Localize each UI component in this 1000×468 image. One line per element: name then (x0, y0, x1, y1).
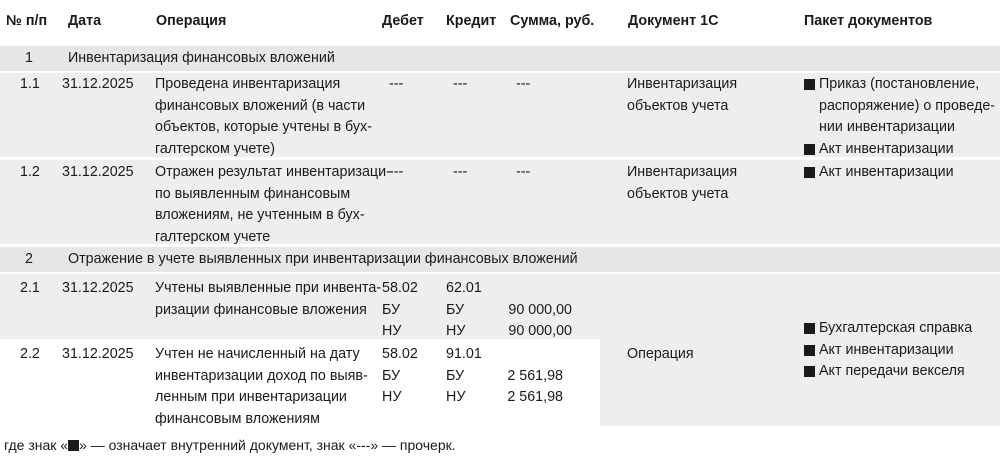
credit-line: 91.01 (446, 346, 482, 362)
debit-line: БУ (382, 367, 401, 384)
operation-line: инвентаризации доход по выяв- (155, 367, 368, 384)
row-debit (382, 344, 418, 409)
package-item (804, 74, 995, 139)
row-sum (494, 300, 572, 343)
row-package (804, 74, 995, 160)
debit-line: БУ (382, 301, 401, 318)
row-package (804, 318, 972, 383)
operation-line: галтерском учете (155, 228, 271, 245)
doc1c-line: объектов учета (627, 185, 729, 202)
internal-document-square-icon (804, 366, 815, 377)
sum-line: 2 561,98 (507, 389, 563, 405)
row-operation (155, 162, 391, 248)
sum-line: 2 561,98 (507, 367, 563, 384)
row-divider (0, 157, 1000, 159)
operation-line: вложениям, не учтенным в бух- (155, 207, 365, 223)
credit-line: НУ (446, 323, 466, 339)
debit-line: НУ (382, 323, 402, 339)
credit-line: НУ (446, 389, 466, 405)
row-num: 1.1 (20, 76, 40, 92)
header-doc1c: Документ 1С (628, 13, 719, 29)
internal-document-square-icon (804, 345, 815, 356)
package-item (804, 318, 972, 340)
row-debit: --- (389, 76, 404, 92)
row-operation (155, 278, 381, 321)
row-date: 31.12.2025 (62, 280, 134, 296)
row-sum: --- (516, 164, 531, 180)
row-date: 31.12.2025 (62, 164, 134, 180)
doc1c-line: Инвентаризация (627, 76, 738, 92)
footnote (4, 437, 456, 453)
doc1c-line: Инвентаризация (627, 164, 738, 180)
row-date: 31.12.2025 (62, 346, 134, 362)
operation-line: ризации финансовые вложения (155, 301, 367, 318)
header-debit: Дебет (382, 13, 424, 29)
package-line: распоряжение) о проведе- (819, 97, 996, 114)
package-line: нии инвентаризации (819, 119, 955, 135)
credit-line: БУ (446, 301, 465, 318)
sum-line: 90 000,00 (508, 301, 572, 318)
operation-line: финансовых вложений (в части (155, 97, 366, 114)
row-operation (155, 74, 372, 160)
doc1c-line: объектов учета (627, 97, 729, 114)
row-operation (155, 344, 368, 430)
internal-document-square-icon (804, 323, 815, 334)
section-title: Отражение в учете выявленных при инвентаризации финансовых вложений (68, 251, 578, 267)
header-num: № п/п (6, 13, 48, 29)
section-num: 2 (25, 251, 33, 267)
header-package: Пакет документов (804, 13, 933, 29)
operation-line: ленным при инвентаризации (155, 389, 347, 405)
operation-line: финансовым вложениям (155, 410, 320, 427)
operation-line: галтерском учете) (155, 140, 275, 157)
package-line: Акт инвентаризации (819, 341, 954, 358)
debit-line: 58.02 (382, 346, 418, 362)
table-row-group (0, 274, 1000, 426)
operation-line: Учтен не начисленный на дату (155, 346, 360, 362)
section-row (0, 247, 1000, 272)
debit-line: НУ (382, 389, 402, 405)
row-sum: --- (516, 76, 531, 92)
sum-line: 90 000,00 (508, 323, 572, 339)
section-title: Инвентаризация финансовых вложений (68, 50, 335, 66)
row-doc1c (627, 162, 737, 205)
row-credit: --- (453, 164, 468, 180)
internal-document-square-icon (804, 167, 815, 178)
operation-line: объектов, которые учтены в бух- (155, 119, 372, 135)
package-line: Акт инвентаризации (819, 140, 954, 157)
row-doc1c (627, 74, 737, 117)
row-debit (382, 278, 418, 343)
row-date: 31.12.2025 (62, 76, 134, 92)
package-line: Приказ (постановление, (819, 76, 980, 92)
row-credit (446, 278, 482, 343)
header-credit: Кредит (446, 13, 497, 29)
header-sum: Сумма, руб. (510, 13, 595, 29)
footnote-text: где знак « (4, 437, 69, 453)
operation-line: Учтены выявленные при инвента- (155, 280, 382, 296)
table-header (0, 0, 1000, 44)
row-num: 2.1 (20, 280, 40, 296)
header-operation: Операция (156, 13, 227, 29)
section-row (0, 46, 1000, 71)
footnote-text: » — означает внутренний документ, знак «---» — прочерк. (79, 437, 456, 453)
row-credit (446, 344, 482, 409)
debit-line: 58.02 (382, 280, 418, 296)
internal-document-square-icon (804, 79, 815, 90)
internal-document-square-icon (804, 144, 815, 155)
package-item (804, 340, 972, 362)
row-package (804, 162, 954, 184)
row-sum (494, 366, 563, 409)
header-date: Дата (68, 13, 102, 29)
internal-document-square-icon (68, 440, 79, 451)
row-doc1c: Операция (627, 346, 694, 362)
operation-line: Отражен результат инвентаризаци- (155, 164, 391, 180)
package-item (804, 162, 954, 184)
row-debit: --- (389, 164, 404, 180)
operation-line: Проведена инвентаризация (155, 76, 341, 92)
table-row (0, 73, 1000, 157)
row-num: 2.2 (20, 346, 40, 362)
credit-line: 62.01 (446, 280, 482, 296)
row-credit: --- (453, 76, 468, 92)
table-row (0, 160, 1000, 244)
package-line: Акт передачи векселя (819, 363, 965, 379)
package-item (804, 361, 972, 383)
package-line: Акт инвентаризации (819, 164, 954, 180)
operation-line: по выявленным финансовым (155, 185, 351, 202)
row-num: 1.2 (20, 164, 40, 180)
package-line: Бухгалтерская справка (819, 320, 973, 336)
section-num: 1 (25, 50, 33, 66)
credit-line: БУ (446, 367, 465, 384)
